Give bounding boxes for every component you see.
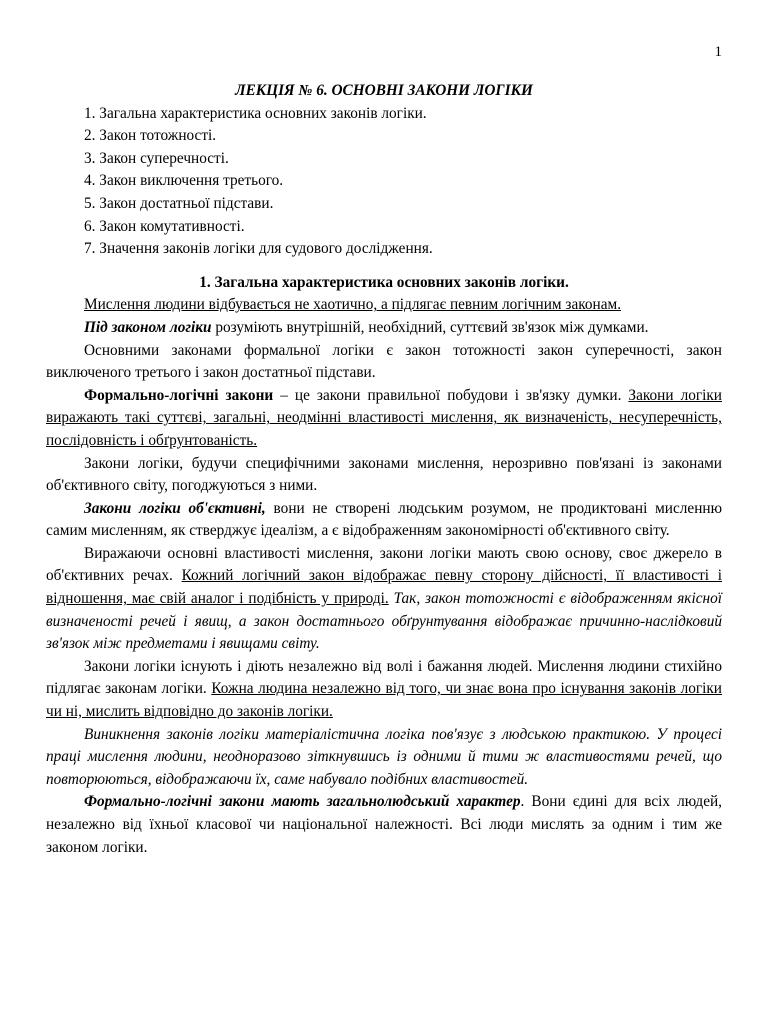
paragraph-text: вони не створені людським розумом, не продиктовані мисленню самим мисленням, як стверджує ідеалізм, а є відображенням закономірності об'єктивного світу.	[46, 499, 722, 540]
paragraph-text: Виражаючи основні властивості мислення, закони логіки мають свою основу, своє джерело в об'єктивних речах.	[46, 544, 722, 585]
document-content	[46, 80, 722, 859]
paragraph: Основними законами формальної логіки є закон тотожності закон суперечності, закон виключеного третього і закон достатньої підстави.	[46, 341, 722, 382]
toc-item: 6. Закон комутативності.	[84, 217, 245, 235]
paragraph	[46, 294, 722, 317]
toc-item: 7. Значення законів логіки для судового дослідження.	[84, 240, 433, 258]
underlined-text: Закони логіки виражають такі суттєві, загальні, неодмінні властивості мислення, як визначеність, несуперечність, послідовність і обґрунтованість.	[46, 386, 722, 449]
toc-item: 2. Закон тотожності.	[84, 127, 217, 145]
term-text: Формально-логічні закони	[84, 386, 274, 404]
term-text: Закони логіки об'єктивні,	[84, 499, 266, 517]
paragraph-text: – це закони правильної побудови і зв'язку думки.	[273, 386, 629, 404]
underlined-text: Кожний логічний закон відображає певну сторону дійсності, її властивості і відношення, має свій аналог і подібність у природі.	[46, 567, 722, 608]
toc-item: 4. Закон виключення третього.	[84, 172, 284, 190]
section-title: 1. Загальна характеристика основних законів логіки.	[199, 273, 569, 291]
term-text: Формально-логічні закони мають загальнолюдський характер	[84, 793, 521, 811]
paragraph	[46, 656, 722, 724]
paragraph-text: Закони логіки існують і діють незалежно від волі і бажання людей. Мислення людини стихійно підлягає законам логіки.	[46, 657, 722, 698]
paragraph	[46, 791, 722, 859]
page-number: 1	[714, 44, 722, 60]
paragraph	[46, 543, 722, 656]
paragraph-text: розуміють внутрішній, необхідний, суттєвий зв'язок між думками.	[211, 318, 649, 336]
term-text: Під законом логіки	[84, 318, 212, 336]
toc-item: 3. Закон суперечності.	[84, 149, 229, 167]
paragraph-text: . Вони єдині для всіх людей, незалежно від їхньої класової чи національної належності. Всі люди мислять за одним і тим же законом логіки.	[46, 793, 723, 856]
toc-item: 5. Закон достатньої підстави.	[84, 194, 274, 212]
paragraph: Виникнення законів логіки матеріалістична логіка пов'язує з людською практикою. У процесі праці мислення людини, неодноразово зіткнувшись із одними й тими ж властивостями речей, що повторюються, відображаючи їх, саме набувало подібних властивостей.	[46, 725, 722, 788]
lecture-title: ЛЕКЦІЯ № 6. ОСНОВНІ ЗАКОНИ ЛОГІКИ	[235, 82, 533, 99]
paragraph	[46, 498, 722, 543]
paragraph	[46, 317, 722, 340]
paragraph: Закони логіки, будучи специфічними законами мислення, нерозривно пов'язані із законами об'єктивного світу, погоджуються з ними.	[46, 454, 722, 495]
table-of-contents	[46, 103, 722, 261]
underlined-text: Кожна людина незалежно від того, чи знає вона про існування законів логіки чи ні, мислить відповідно до законів логіки.	[46, 680, 722, 721]
paragraph	[46, 385, 722, 453]
underlined-text: Мислення людини відбувається не хаотично, а підлягає певним логічним законам.	[84, 296, 622, 314]
italic-text: Так, закон тотожності є відображенням якісної визначеності речей і явищ, а закон достатнього обґрунтування відображає причинно-наслідковий зв'язок між предметами і явищами світу.	[46, 590, 722, 653]
toc-item: 1. Загальна характеристика основних законів логіки.	[84, 104, 427, 122]
